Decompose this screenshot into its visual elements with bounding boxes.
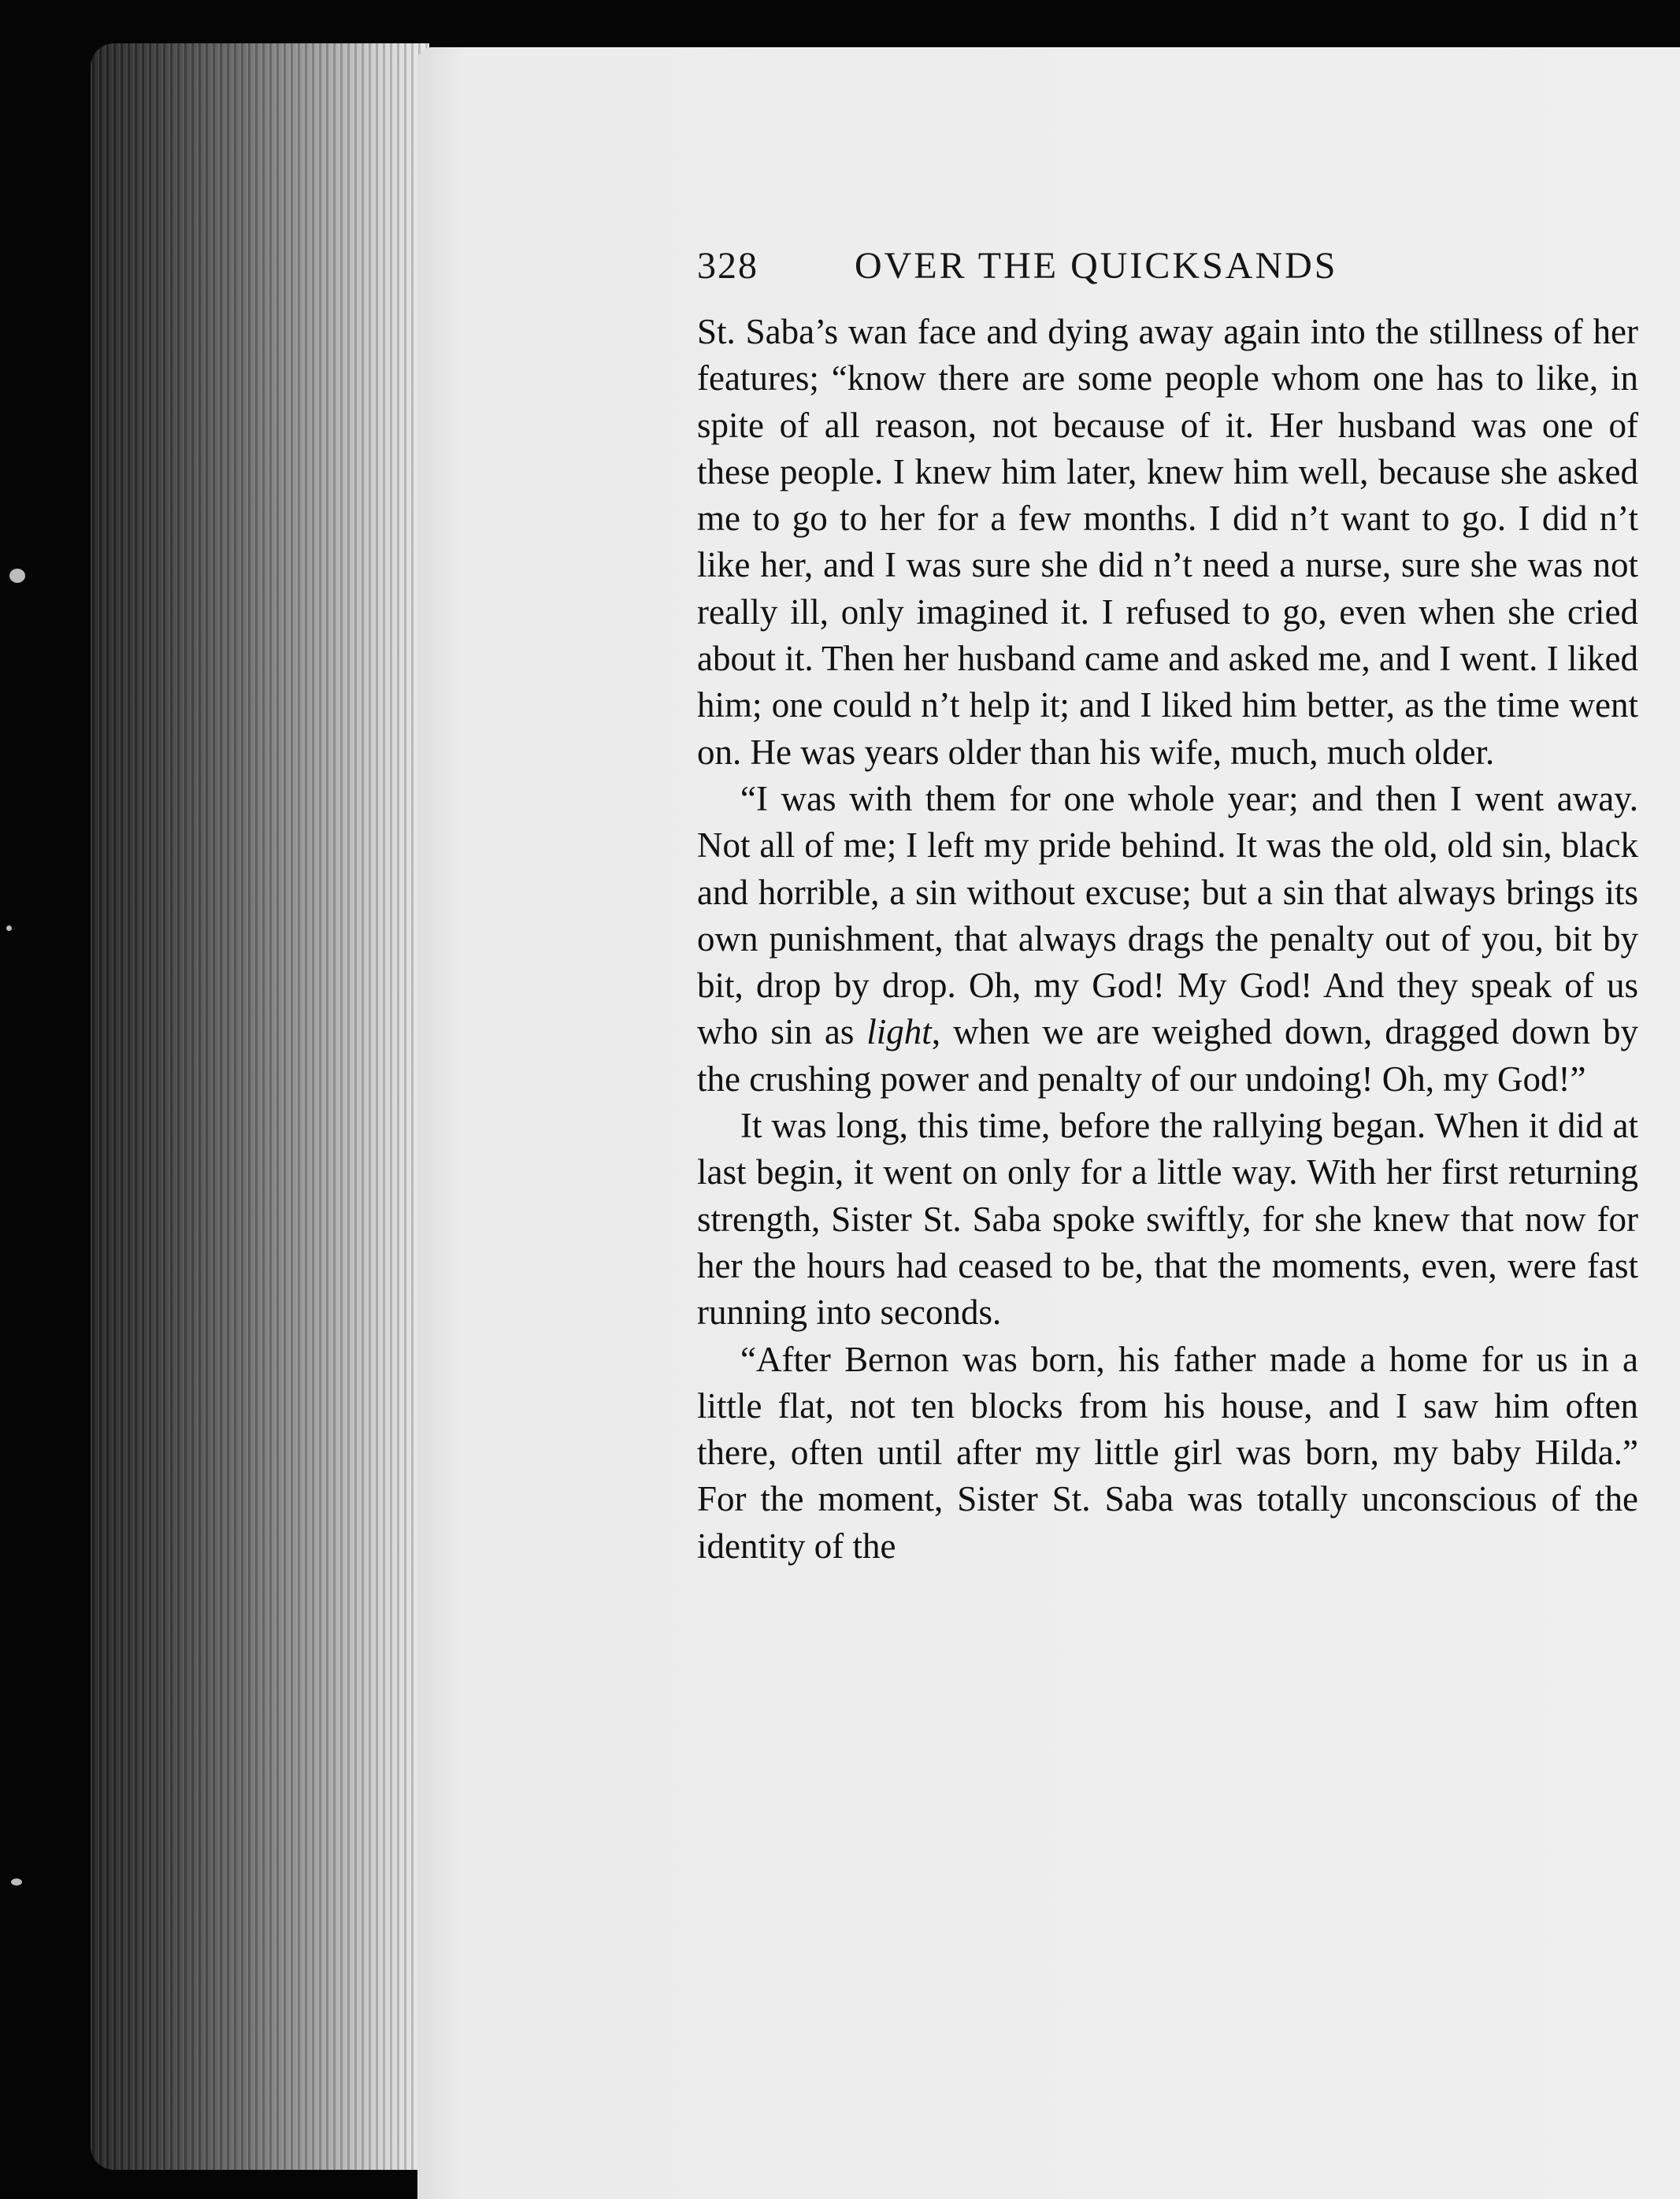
- paragraph-3: It was long, this time, before the rallying began. When it did at last begin, it went on only for a little way. With her first returning strength, Sister St. Saba spoke swiftly, for she knew that now for her the hours had ceased to be, that the moments, even, were fast running into seconds.: [697, 1106, 1638, 1333]
- paragraph-1: St. Saba’s wan face and dying away again into the stillness of her features; “know there are some people whom one has to like, in spite of all reason, not because of it. Her husband was one of these people. I knew him later, knew him well, because she asked me to go to her for a few months. I did n’t want to go. I did n’t like her, and I was sure she did n’t need a nurse, sure she was not really ill, only imagined it. I refused to go, even when she cried about it. Then her husband came and asked me, and I went. I liked him; one could n’t help it; and I liked him better, as the time went on. He was years older than his wife, much, much older.: [697, 312, 1638, 772]
- paragraph-2-part-1: “I was with them for one whole year; and then I went away. Not all of me; I left my pride behind. It was the old, old sin, black and horrible, a sin without excuse; but a sin that always brings its own punishment, that always drags the penalty out of you, bit by bit, drop by drop. Oh, my God! My God! And they speak of us who sin as: [697, 778, 1638, 1052]
- paragraph-2: [697, 776, 1638, 1103]
- scan-speck: [9, 569, 25, 583]
- running-head: [697, 236, 1638, 299]
- body-text: [697, 309, 1638, 1570]
- paragraph-2-italic: light: [866, 1012, 932, 1052]
- scan-speck: [11, 1878, 22, 1886]
- book-page-edges: [91, 43, 429, 2170]
- paragraph-2-part-2: , when we are weighed down, dragged down by the crushing power and penalty of our undoing! Oh, my God!”: [697, 1012, 1639, 1099]
- paragraph-4: “After Bernon was born, his father made a home for us in a little flat, not ten blocks from his house, and I saw him often there, often until after my little girl was born, my baby Hilda.” For the moment, Sister St. Saba was totally unconscious of the identity of the: [697, 1339, 1638, 1566]
- running-title: OVER THE QUICKSANDS: [855, 245, 1338, 287]
- page-number: 328: [697, 245, 758, 287]
- scan-speck: [6, 925, 12, 931]
